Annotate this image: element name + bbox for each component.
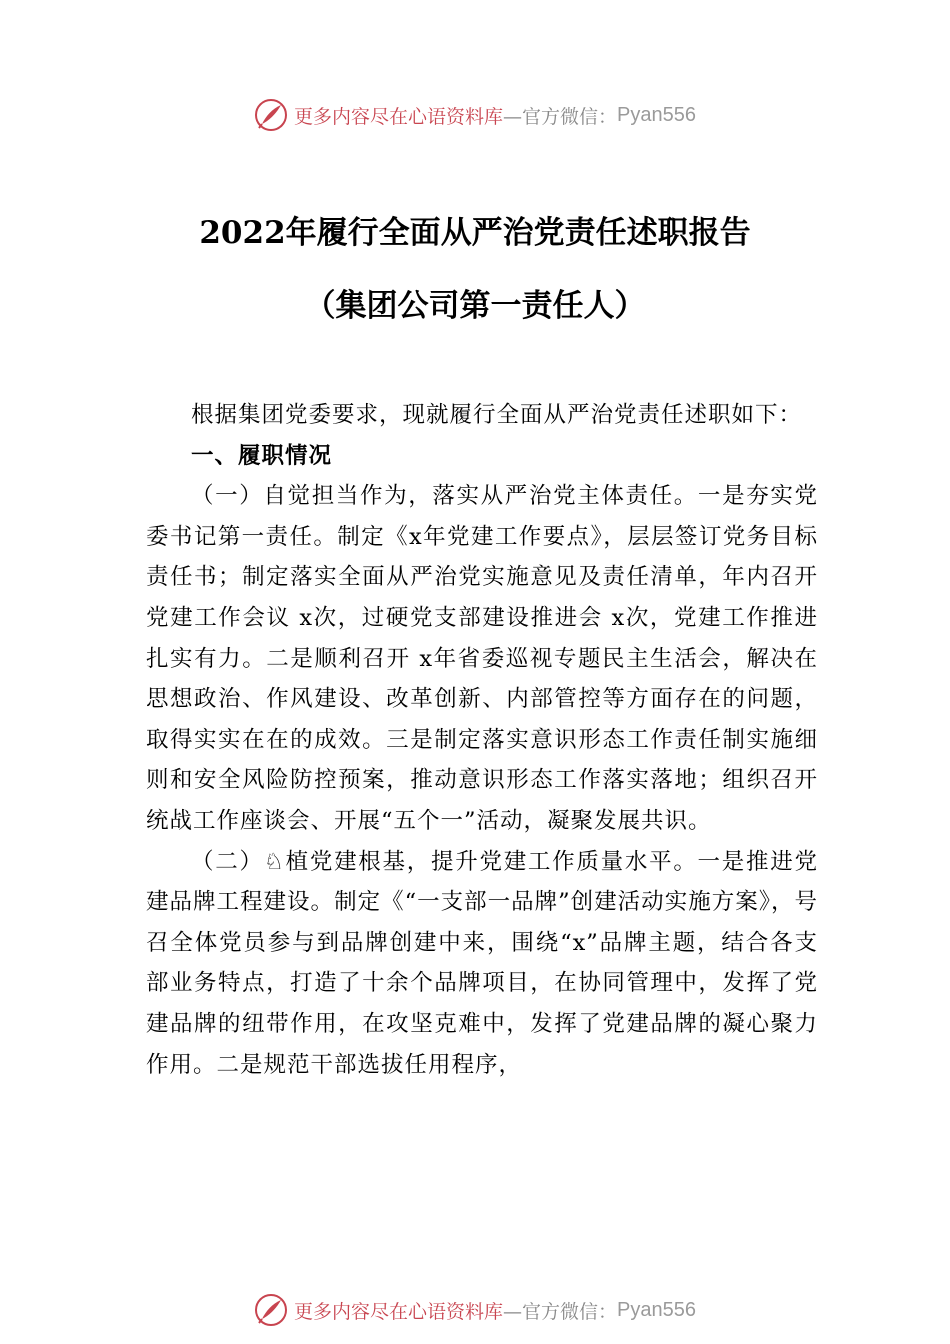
watermark-site-name: 更多内容尽在心语资料库 — [294, 1300, 504, 1323]
quill-pen-logo-icon — [254, 1293, 288, 1327]
quill-pen-logo-icon — [254, 98, 288, 132]
watermark-banner-bottom — [0, 1290, 950, 1330]
document-subtitle: （集团公司第一责任人） — [304, 288, 646, 324]
document-body — [146, 395, 818, 1085]
watermark-site-name: 更多内容尽在心语资料库 — [294, 105, 504, 128]
intro-paragraph: 根据集团党委要求，现就履行全面从严治党责任述职如下： — [191, 402, 803, 428]
watermark-wechat-id: Pyan556 — [617, 1298, 696, 1321]
section-heading: 一、履职情况 — [191, 442, 333, 469]
document-title: 2022年履行全面从严治党责任述职报告 — [199, 215, 751, 251]
watermark-banner-top — [0, 95, 950, 135]
body-paragraph-2: （二）♘植党建根基，提升党建工作质量水平。一是推进党建品牌工程建设。制定《“一支部一品牌”创建活动实施方案》，号召全体党员参与到品牌创建中来，围绕“x”品牌主题，结合各支部业务特点，打造了十余个品牌项目，在协同管理中，发挥了党建品牌的纽带作用，在攻坚克难中，发挥了党建品牌的凝心聚力作用。二是规范干部选拔任用程序， — [146, 848, 818, 1078]
watermark-wechat-label: —官方微信： — [503, 1300, 618, 1323]
body-paragraph-1: （一）自觉担当作为，落实从严治党主体责任。一是夯实党委书记第一责任。制定《x年党建工作要点》，层层签订党务目标责任书；制定落实全面从严治党实施意见及责任清单，年内召开党建工作会议 x次，过硬党支部建设推进会 x次，党建工作推进扎实有力。二是顺利召开 x年省委巡视专题民主生活会，解决在思想政治、作风建设、改革创新、内部管控等方面存在的问题，取得实实在在的成效。三是制定落实意识形态工作责任制实施细则和安全风险防控预案，推动意识形态工作落实落地；组织召开统战工作座谈会、开展“五个一”活动，凝聚发展共识。 — [146, 483, 818, 834]
watermark-wechat-label: —官方微信： — [503, 105, 618, 128]
watermark-wechat-id: Pyan556 — [617, 103, 696, 126]
